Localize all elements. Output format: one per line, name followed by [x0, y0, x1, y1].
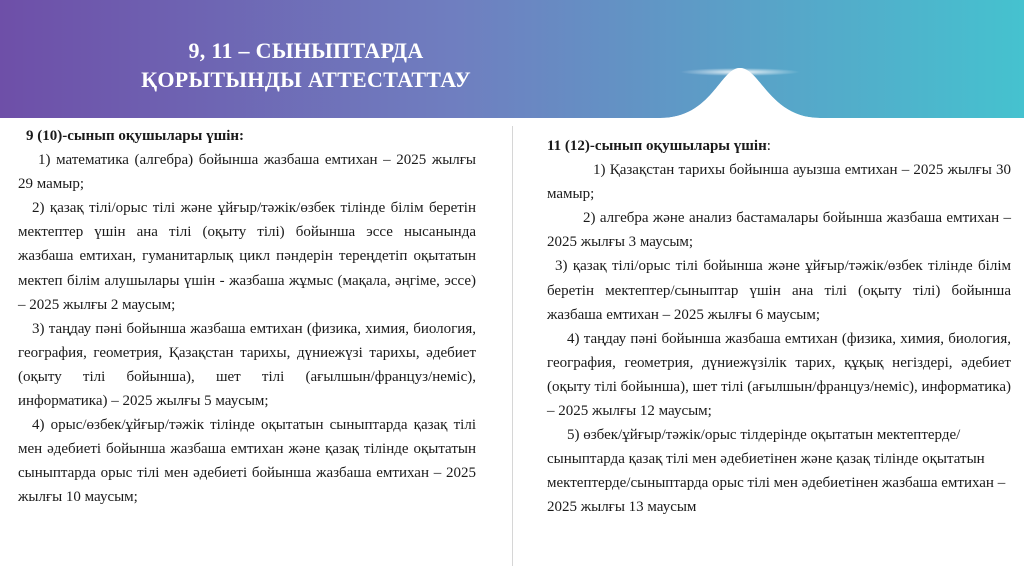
- grade-11-item-3: 3) қазақ тілі/орыс тілі бойынша және ұйғыр/тәжік/өзбек тілінде білім беретін мектептер/сыныптар үшін ана тілі (оқыту тілі) бойынша жазбаша емтихан – 2025 жылғы 6 маусым;: [547, 258, 1011, 323]
- grade-9-column: [18, 124, 476, 510]
- grade-11-item-5: 5) өзбек/ұйғыр/тәжік/орыс тілдерінде оқытатын мектептерде/сыныптарда қазақ тілі мен әдебиетінен және қазақ тілінде оқытатын мектептерде/сыныптарда орыс тілі мен әдебиетінен жазбаша емтихан – 2025 жылғы 13 маусым: [547, 427, 1006, 516]
- grade-11-column: [547, 134, 1011, 520]
- grade-9-item-4: 4) орыс/өзбек/ұйғыр/тәжік тілінде оқытатын сыныптарда қазақ тілі мен әдебиеті бойынша жазбаша емтихан және қазақ тілінде оқытатын сыныптарда орыс тілі мен әдебиеті бойынша жазбаша емтихан – 2025 жылғы 10 маусым;: [18, 417, 476, 506]
- page-title: [108, 36, 504, 94]
- grade-11-item-2: 2) алгебра және анализ бастамалары бойынша жазбаша емтихан – 2025 жылғы 3 маусым;: [547, 210, 1011, 251]
- grade-11-heading-colon: :: [766, 138, 771, 154]
- grade-11-heading-text: 11 (12)-сынып оқушылары үшін: [547, 138, 767, 154]
- title-line-1: 9, 11 – СЫНЫПТАРДА: [188, 38, 424, 63]
- grade-9-item-2: 2) қазақ тілі/орыс тілі және ұйғыр/тәжік/өзбек тілінде білім беретін мектептер үшін ана тілі (оқыту тілі) бойынша эссе нысанында жазбаша емтихан, гуманитарлық цикл пәндерін тереңдетіп оқытатын мектеп білім алушылары үшін - жазбаша жұмыс (мақала, әңгіме, эссе) – 2025 жылғы 2 маусым;: [18, 200, 476, 313]
- grade-9-item-3: 3) таңдау пәні бойынша жазбаша емтихан (физика, химия, биология, география, геометрия, Қазақстан тарихы, дүниежүзі тарихы, әдебиет (оқыту тілі бойынша), шет тілі (ағылшын/француз/неміс), информатика) – 2025 жылғы 5 маусым;: [18, 320, 476, 410]
- title-line-2: ҚОРЫТЫНДЫ АТТЕСТАТТАУ: [141, 67, 471, 92]
- header-banner: [0, 0, 1024, 118]
- grade-11-item-1: 1) Қазақстан тарихы бойынша ауызша емтихан – 2025 жылғы 30 мамыр;: [547, 162, 1011, 203]
- grade-9-heading: 9 (10)-сынып оқушылары үшін:: [26, 128, 245, 144]
- grade-11-item-4: 4) таңдау пәні бойынша жазбаша емтихан (физика, химия, биология, география, геометрия, дүниежүзілік тарих, құқық негіздері, әдебиет (оқыту тілі бойынша), шет тілі (ағылшын/француз/неміс), информатика) – 2025 жылғы 12 маусым;: [547, 330, 1011, 420]
- grade-9-item-1: 1) математика (алгебра) бойынша жазбаша емтихан – 2025 жылғы 29 мамыр;: [18, 152, 476, 193]
- grade-11-heading: [547, 134, 1011, 158]
- column-divider: [512, 126, 513, 566]
